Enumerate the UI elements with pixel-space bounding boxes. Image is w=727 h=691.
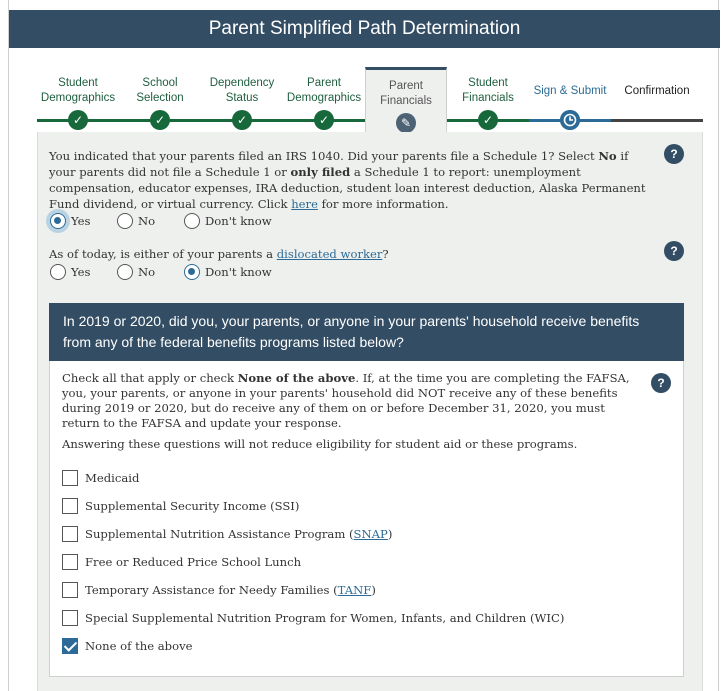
form-content bbox=[37, 132, 703, 691]
checkbox-label: ) bbox=[371, 583, 376, 597]
step-label: Parent Financials bbox=[380, 80, 432, 107]
page-frame bbox=[8, 0, 719, 691]
help-icon[interactable]: ? bbox=[651, 373, 671, 393]
step-label: Sign & Submit bbox=[533, 84, 607, 97]
none-of-the-above-checkbox[interactable] bbox=[62, 637, 193, 655]
benefits-instructions bbox=[62, 371, 640, 431]
step-sign-submit[interactable] bbox=[529, 70, 611, 132]
step-label: Confirmation bbox=[624, 84, 690, 97]
radio-label: Don't know bbox=[205, 265, 272, 279]
dislocated-worker-link[interactable]: dislocated worker bbox=[276, 247, 383, 261]
checkbox-label: ) bbox=[387, 527, 393, 541]
q1-text: if your parents did not file a Schedule 1 or bbox=[49, 149, 629, 179]
step-label: Student Demographics bbox=[40, 77, 116, 104]
checkbox-label: None of the above bbox=[85, 639, 193, 653]
step-school-selection[interactable] bbox=[119, 70, 201, 132]
benefits-panel bbox=[49, 361, 684, 677]
progress-stepper bbox=[37, 70, 703, 132]
q1-text: You indicated that your parents filed an IRS 1040. Did your parents file a Schedule 1? Select bbox=[49, 149, 599, 163]
step-parent-demographics[interactable] bbox=[283, 70, 365, 132]
benefits-panel-title: In 2019 or 2020, did you, your parents, or anyone in your parents' household receive benefits from any of the federal benefits programs listed below? bbox=[49, 303, 684, 361]
checkbox[interactable] bbox=[62, 554, 78, 570]
q1-text: for more information. bbox=[317, 197, 449, 211]
checkbox-label: Supplemental Security Income (SSI) bbox=[85, 499, 300, 513]
q2-text: ? bbox=[382, 247, 389, 261]
schedule1-question bbox=[49, 148, 649, 212]
checkbox[interactable] bbox=[62, 498, 78, 514]
dislocated-radio-group bbox=[50, 262, 450, 282]
radio-label: Yes bbox=[71, 265, 91, 279]
pencil-icon: ✎ bbox=[396, 113, 416, 133]
checkbox[interactable] bbox=[62, 610, 78, 626]
dislocated-no-radio[interactable] bbox=[117, 262, 155, 282]
snap-link[interactable]: SNAP bbox=[353, 527, 388, 541]
medicaid-checkbox[interactable] bbox=[62, 469, 139, 487]
radio-circle[interactable] bbox=[117, 264, 133, 280]
checkbox[interactable] bbox=[62, 582, 78, 598]
instructions-text: . If, at the time you are completing the FAFSA, you, your parents, or anyone in your parents' household did NOT receive any of these benefits during 2019 or 2020, but do receive any of them on or before December 31, 2020, you must return to the FAFSA and update your response. bbox=[62, 371, 630, 430]
help-icon[interactable]: ? bbox=[664, 241, 684, 261]
q1-bold-only-filed: only filed bbox=[290, 165, 351, 179]
radio-circle[interactable] bbox=[117, 213, 133, 229]
instructions-text: Check all that apply or check bbox=[62, 371, 238, 385]
radio-circle[interactable] bbox=[50, 264, 66, 280]
step-confirmation[interactable] bbox=[611, 70, 703, 132]
checkbox-label: Free or Reduced Price School Lunch bbox=[85, 555, 302, 569]
check-icon: ✓ bbox=[150, 110, 170, 130]
schedule1-yes-radio[interactable] bbox=[50, 211, 90, 231]
step-label: School Selection bbox=[136, 77, 184, 104]
benefits-note: Answering these questions will not reduce eligibility for student aid or these programs. bbox=[62, 437, 578, 451]
checkbox[interactable] bbox=[62, 638, 78, 654]
step-label: Student Financials bbox=[462, 77, 514, 104]
help-icon[interactable]: ? bbox=[664, 144, 684, 164]
radio-circle[interactable] bbox=[50, 213, 66, 229]
check-icon: ✓ bbox=[68, 110, 88, 130]
radio-label: Yes bbox=[71, 214, 91, 228]
checkbox-label: Supplemental Nutrition Assistance Program ( bbox=[85, 527, 354, 541]
checkbox[interactable] bbox=[62, 470, 78, 486]
dislocated-yes-radio[interactable] bbox=[50, 262, 90, 282]
checkbox-label: Special Supplemental Nutrition Program for Women, Infants, and Children (WIC) bbox=[85, 611, 565, 625]
step-label: Parent Demographics bbox=[286, 77, 362, 104]
q2-text: As of today, is either of your parents a bbox=[49, 247, 277, 261]
tanf-link[interactable]: TANF bbox=[337, 583, 372, 597]
step-student-demographics[interactable] bbox=[37, 70, 119, 132]
dislocated-dont-know-radio[interactable] bbox=[184, 262, 272, 282]
schedule1-no-radio[interactable] bbox=[117, 211, 155, 231]
radio-circle[interactable] bbox=[184, 264, 200, 280]
radio-label: No bbox=[138, 265, 156, 279]
check-icon: ✓ bbox=[314, 110, 334, 130]
more-info-link[interactable]: here bbox=[291, 197, 318, 211]
school-lunch-checkbox[interactable] bbox=[62, 553, 301, 571]
radio-label: Don't know bbox=[205, 214, 272, 228]
instructions-bold: None of the above bbox=[237, 371, 356, 385]
clock-icon bbox=[560, 110, 580, 130]
dislocated-worker-question bbox=[49, 246, 649, 262]
q1-bold-no: No bbox=[598, 149, 617, 163]
step-dependency-status[interactable] bbox=[201, 70, 283, 132]
step-parent-financials[interactable] bbox=[365, 67, 447, 132]
checkbox[interactable] bbox=[62, 526, 78, 542]
page-title: Parent Simplified Path Determination bbox=[9, 10, 720, 48]
radio-circle[interactable] bbox=[184, 213, 200, 229]
wic-checkbox[interactable] bbox=[62, 609, 564, 627]
q1-text: a Schedule 1 to report: unemployment compensation, educator expenses, IRA deduction, student loan interest deduction, Alaska Permanent Fund dividend, or virtual currency. Click bbox=[49, 165, 646, 211]
step-student-financials[interactable] bbox=[447, 70, 529, 132]
tanf-checkbox[interactable] bbox=[62, 581, 376, 599]
ssi-checkbox[interactable] bbox=[62, 497, 299, 515]
radio-label: No bbox=[138, 214, 156, 228]
step-label: Dependency Status bbox=[209, 77, 275, 104]
schedule1-radio-group bbox=[50, 211, 450, 231]
snap-checkbox[interactable] bbox=[62, 525, 392, 543]
check-icon: ✓ bbox=[232, 110, 252, 130]
schedule1-dont-know-radio[interactable] bbox=[184, 211, 272, 231]
check-icon: ✓ bbox=[478, 110, 498, 130]
checkbox-label: Temporary Assistance for Needy Families ( bbox=[85, 583, 338, 597]
checkbox-label: Medicaid bbox=[85, 471, 140, 485]
